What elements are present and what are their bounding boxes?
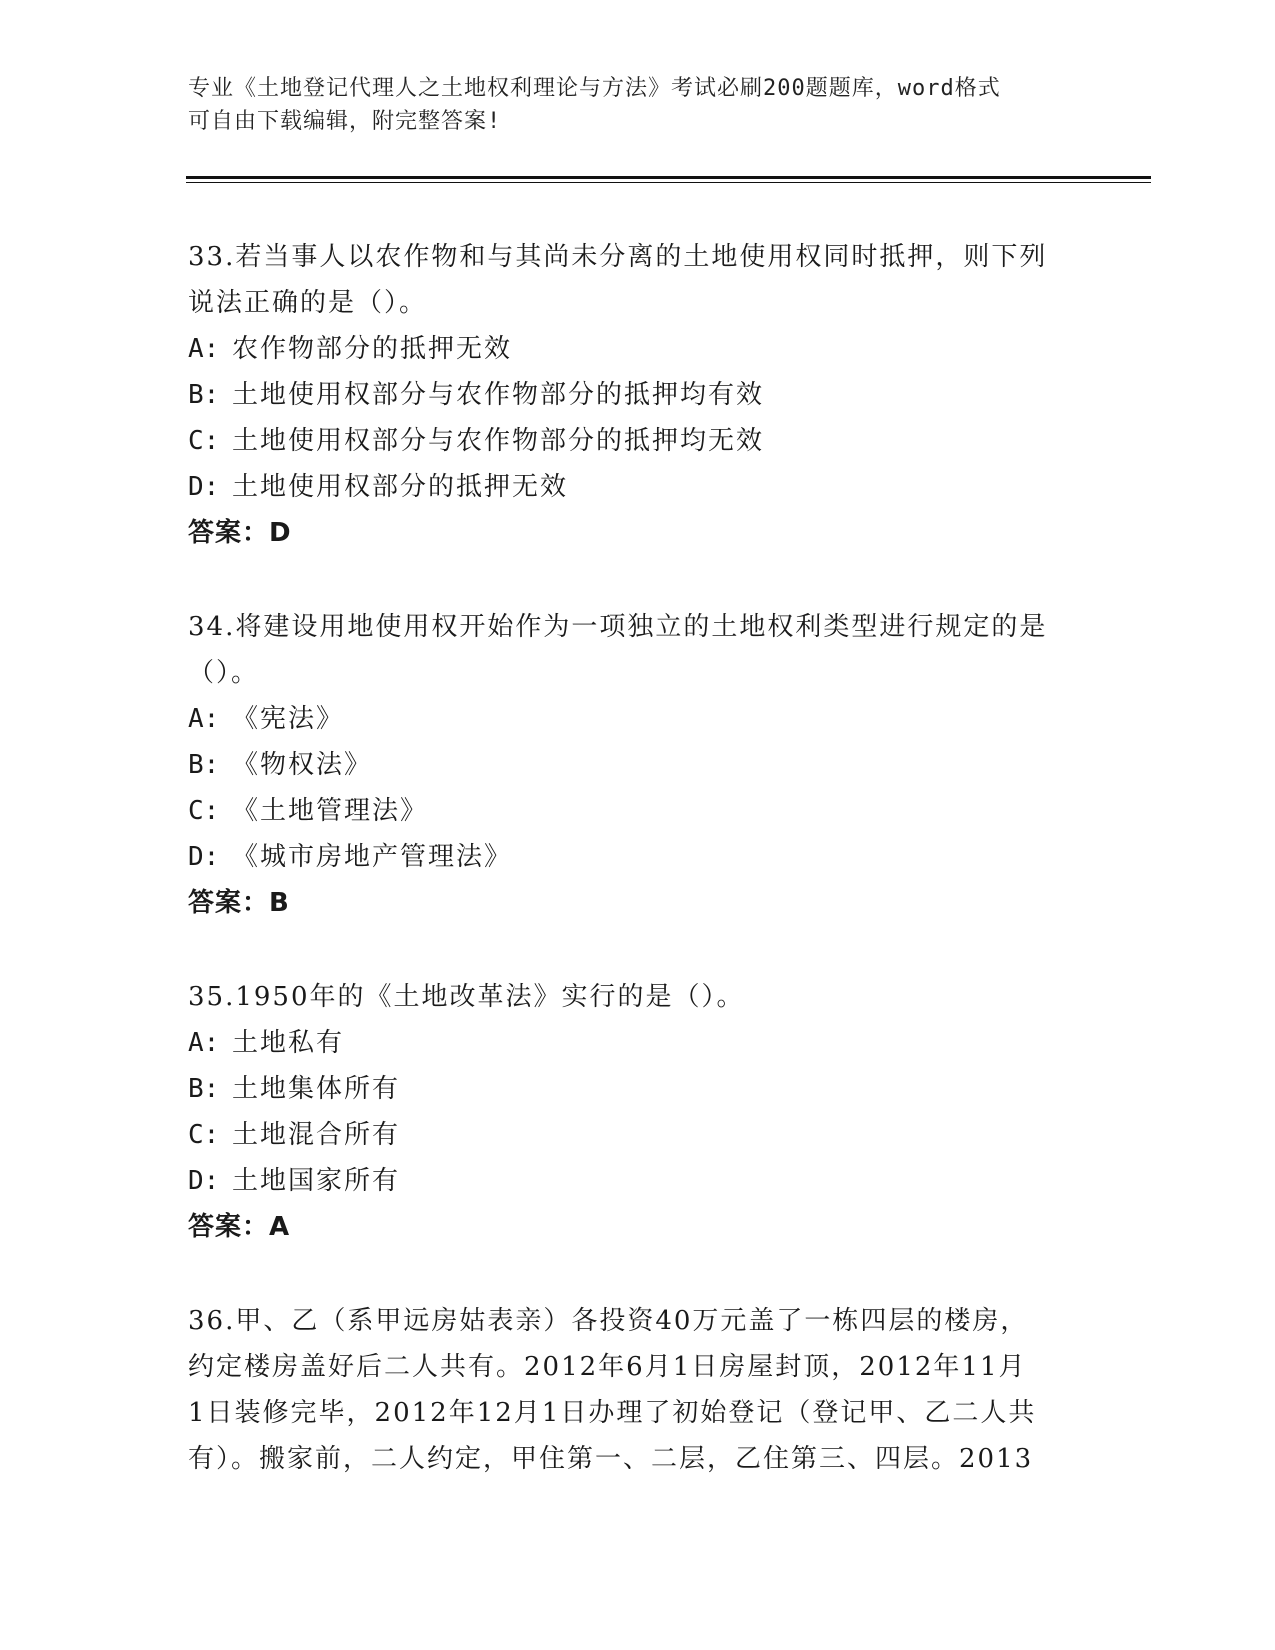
option-text: 《宪法》 [232,704,345,734]
question-34 [188,604,1088,926]
option-letter: C: [188,1120,220,1150]
option-letter: A: [188,704,220,734]
option-letter: C: [188,796,220,826]
question-stem-line: 约定楼房盖好后二人共有。2012年6月1日房屋封顶，2012年11月 [188,1352,1027,1382]
option-d [188,464,1088,510]
option-b [188,1066,1088,1112]
option-text: 土地私有 [232,1028,345,1058]
option-c [188,418,1088,464]
question-33 [188,234,1088,556]
option-letter: B: [188,1074,220,1104]
header-line-2: 可自由下载编辑，附完整答案! [188,109,502,134]
question-stem-line: 35.1950年的《土地改革法》实行的是（）。 [188,982,745,1012]
question-stem-line: 有）。搬家前，二人约定，甲住第一、二层，乙住第三、四层。2013 [188,1444,1034,1474]
header-line-1: 专业《土地登记代理人之土地权利理论与方法》考试必刷200题题库，word格式 [188,76,1001,101]
question-stem-line: 34.将建设用地使用权开始作为一项独立的土地权利类型进行规定的是 [188,612,1048,642]
option-d [188,1158,1088,1204]
question-36 [188,1298,1088,1482]
option-a [188,326,1088,372]
option-text: 土地使用权部分与农作物部分的抵押均无效 [232,426,765,456]
option-letter: D: [188,842,220,872]
option-c [188,788,1088,834]
document-header [188,72,1068,138]
option-letter: C: [188,426,220,456]
option-letter: A: [188,1028,220,1058]
option-d [188,834,1088,880]
question-stem-line: （）。 [188,658,260,688]
question-stem-line: 33.若当事人以农作物和与其尚未分离的土地使用权同时抵押，则下列 [188,242,1048,272]
option-text: 《土地管理法》 [232,796,429,826]
header-rule-thin [186,182,1151,183]
question-list [188,234,1088,1530]
option-c [188,1112,1088,1158]
option-text: 土地使用权部分的抵押无效 [232,472,569,502]
option-b [188,372,1088,418]
question-stem-line: 1日装修完毕，2012年12月1日办理了初始登记（登记甲、乙二人共 [188,1398,1037,1428]
option-a [188,1020,1088,1066]
question-stem-line: 说法正确的是（）。 [188,288,428,318]
answer-line: 答案：A [188,1212,291,1242]
option-b [188,742,1088,788]
question-stem-line: 36.甲、乙（系甲远房姑表亲）各投资40万元盖了一栋四层的楼房， [188,1306,1029,1336]
option-a [188,696,1088,742]
option-letter: D: [188,472,220,502]
answer-line: 答案：B [188,888,290,918]
option-text: 《物权法》 [232,750,373,780]
option-text: 土地混合所有 [232,1120,401,1150]
option-letter: A: [188,334,220,364]
question-35 [188,974,1088,1250]
option-text: 土地使用权部分与农作物部分的抵押均有效 [232,380,765,410]
option-text: 土地集体所有 [232,1074,401,1104]
answer-line: 答案：D [188,518,292,548]
option-text: 农作物部分的抵押无效 [232,334,513,364]
option-letter: D: [188,1166,220,1196]
option-text: 《城市房地产管理法》 [232,842,513,872]
option-letter: B: [188,380,220,410]
header-rule-thick [186,176,1151,179]
option-text: 土地国家所有 [232,1166,401,1196]
option-letter: B: [188,750,220,780]
